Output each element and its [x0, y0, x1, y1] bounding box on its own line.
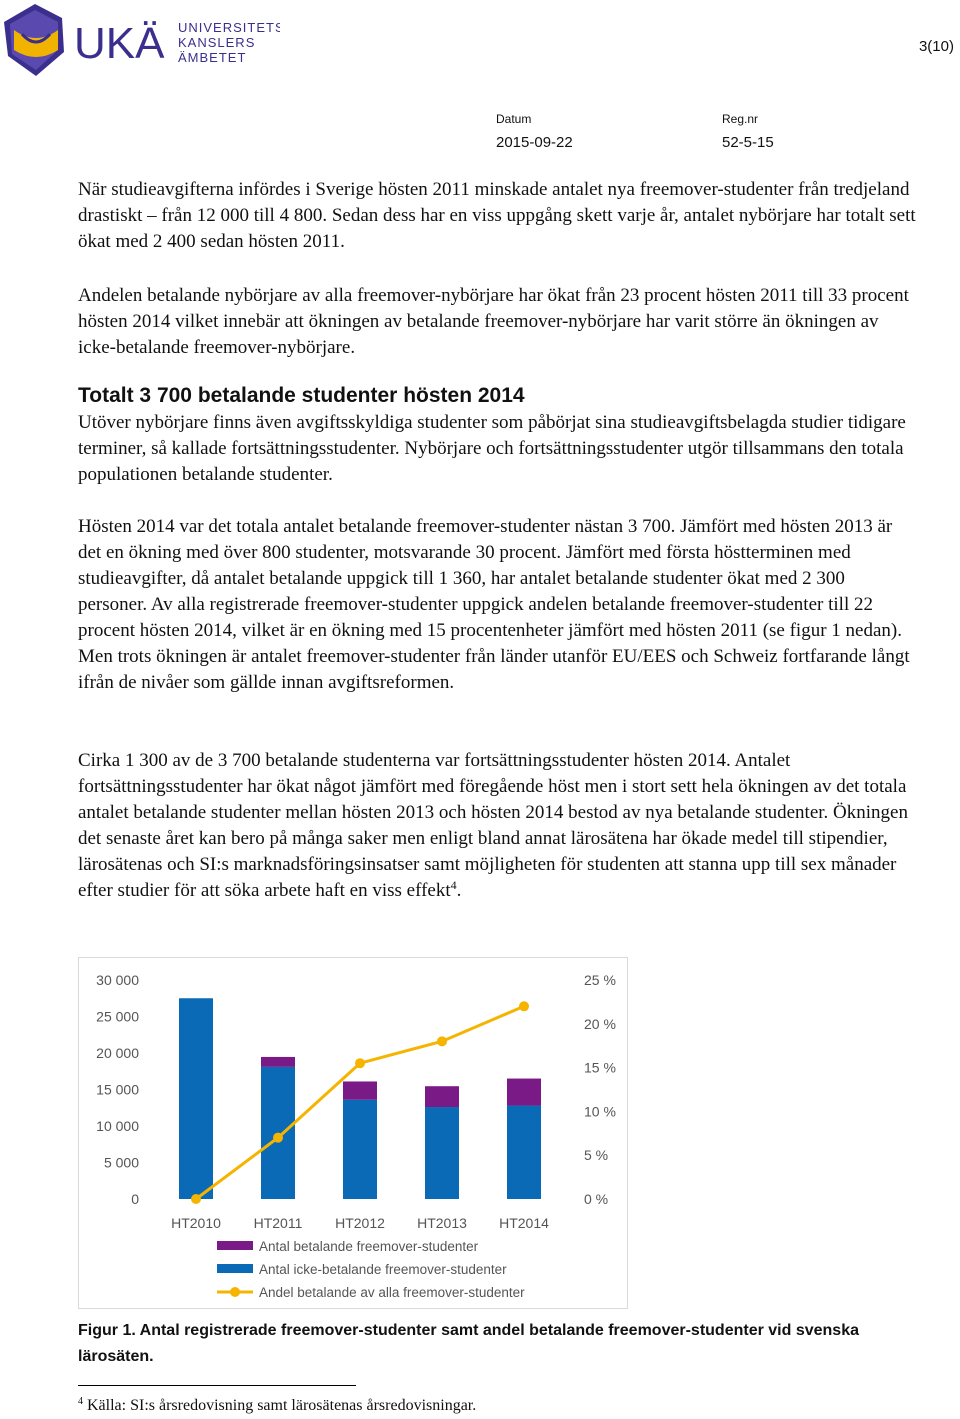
legend-marker-share — [230, 1287, 240, 1297]
y-tick-label: 5 000 — [103, 1154, 139, 1171]
page-number: 3(10) — [918, 38, 954, 55]
legend-label-share: Andel betalande av alla freemover-studenter — [259, 1285, 525, 1300]
bar-unpaid-ht2014 — [507, 1106, 541, 1199]
share-point-ht2014 — [519, 1001, 529, 1011]
paragraph-5-text: Cirka 1 300 av de 3 700 betalande studenterna var fortsättningsstudenter hösten 2014. Antalet fortsättningsstudenter har ökat något jämfört med föregående höst men i stort sett hela ökningen av det totala antalet betalande studenter mellan hösten 2013 och hösten 2014 bestod av nya betalande studenter. Ökningen det senaste året kan bero på många saker men enligt bland annat lärosätena har ökade medel till stipendier, lärosätenas och SI:s marknadsföringsinsatser samt möjligheten för studenten att stanna upp till sex månader efter studier för att söka arbete haft en viss effekt — [78, 750, 908, 901]
uka-logo-mark — [0, 0, 280, 80]
legend-label-unpaid: Antal icke-betalande freemover-studenter — [259, 1262, 507, 1277]
legend-label-paid: Antal betalande freemover-studenter — [259, 1239, 479, 1254]
footnote-text: Källa: SI:s årsredovisning samt lärosätenas årsredovisningar. — [83, 1397, 477, 1414]
logo-line-3: ÄMBETET — [178, 50, 247, 65]
logo-mark-text: UKÄ — [74, 19, 165, 68]
uka-logo — [0, 0, 280, 80]
combo-chart-svg — [79, 958, 627, 1308]
share-point-ht2012 — [355, 1058, 365, 1068]
y2-tick-label: 0 % — [584, 1191, 609, 1207]
footnote — [78, 1396, 476, 1415]
y2-tick-label: 25 % — [584, 972, 616, 988]
paragraph-5-end: . — [456, 880, 462, 901]
bar-unpaid-ht2010 — [179, 998, 213, 1199]
bar-paid-ht2013 — [425, 1086, 459, 1107]
reg-value: 52-5-15 — [722, 134, 774, 151]
x-tick-label: HT2014 — [499, 1215, 549, 1231]
figure-1-chart — [78, 957, 628, 1309]
date-value: 2015-09-22 — [496, 134, 573, 151]
share-point-ht2011 — [273, 1133, 283, 1143]
y-tick-label: 25 000 — [96, 1008, 139, 1025]
paragraph-4: Hösten 2014 var det totala antalet betalande freemover-studenter nästan 3 700. Jämfört med hösten 2013 är det en ökning med över 800 studenter, motsvarande 30 procent. Jämfört med första höstterminen med studieavgifter, då antalet betalande uppgick till 1 360, har antalet betalande studenter ökat med 2 300 personer. Av alla registrerade freemover-studenter uppgick andelen betalande freemover-studenter till 22 procent hösten 2014, vilket är en ökning med 15 procentenheter jämfört med hösten 2011 (se figur 1 nedan). Men trots ökningen är antalet freemover-studenter från länder utanför EU/EES och Schweiz fortfarande långt ifrån de nivåer som gällde innan avgiftsreformen. — [78, 516, 910, 693]
logo-line-1: UNIVERSITETS — [178, 20, 280, 35]
legend-swatch-paid — [217, 1241, 253, 1250]
y-tick-label: 30 000 — [96, 972, 139, 988]
bar-unpaid-ht2012 — [343, 1100, 377, 1199]
y2-tick-label: 5 % — [584, 1147, 609, 1164]
y-tick-label: 15 000 — [96, 1081, 139, 1098]
y2-tick-label: 20 % — [584, 1015, 616, 1032]
footnote-reference[interactable]: 4 — [450, 878, 457, 892]
x-tick-label: HT2010 — [171, 1215, 221, 1231]
paragraph-3: Utöver nybörjare finns även avgiftsskyldiga studenter som påbörjat sina studieavgiftsbelagda studier tidigare terminer, så kallade fortsättningsstudenter. Nybörjare och fortsättningsstudenter utgör tillsammans den totala populationen betalande studenter. — [78, 412, 906, 485]
y-tick-label: 0 — [131, 1191, 139, 1207]
bar-paid-ht2011 — [261, 1057, 295, 1067]
bar-paid-ht2012 — [343, 1081, 377, 1099]
legend-swatch-unpaid — [217, 1264, 253, 1273]
reg-label: Reg.nr — [722, 112, 759, 126]
share-point-ht2010 — [191, 1194, 201, 1204]
paragraph-2: Andelen betalande nybörjare av alla freemover-nybörjare har ökat från 23 procent hösten 2011 till 33 procent hösten 2014 vilket innebär att ökningen av betalande freemover-nybörjare har varit större än ökningen av icke-betalande freemover-nybörjare. — [78, 285, 909, 358]
date-label: Datum — [496, 112, 532, 126]
bar-paid-ht2014 — [507, 1079, 541, 1106]
y2-tick-label: 10 % — [584, 1103, 616, 1120]
share-point-ht2013 — [437, 1036, 447, 1046]
footnote-divider — [78, 1385, 356, 1386]
y2-tick-label: 15 % — [584, 1059, 616, 1076]
x-tick-label: HT2011 — [253, 1215, 303, 1231]
footnote-number: 4 — [78, 1396, 83, 1407]
x-tick-label: HT2013 — [417, 1215, 467, 1231]
x-tick-label: HT2012 — [335, 1215, 385, 1231]
paragraph-5 — [78, 748, 918, 904]
section-heading: Totalt 3 700 betalande studenter hösten 2014 — [78, 384, 525, 407]
bar-unpaid-ht2013 — [425, 1107, 459, 1199]
y-tick-label: 20 000 — [96, 1045, 139, 1061]
figure-caption: Figur 1. Antal registrerade freemover-studenter samt andel betalande freemover-studenter vid svenska lärosäten. — [78, 1322, 859, 1365]
y-tick-label: 10 000 — [96, 1118, 139, 1134]
paragraph-1: När studieavgifterna infördes i Sverige hösten 2011 minskade antalet nya freemover-studenter från tredjeland drastiskt – från 12 000 till 4 800. Sedan dess har en viss uppgång skett varje år, antalet nybörjare har totalt sett ökat med 2 400 sedan hösten 2011. — [78, 179, 916, 252]
logo-line-2: KANSLERS — [178, 35, 256, 50]
